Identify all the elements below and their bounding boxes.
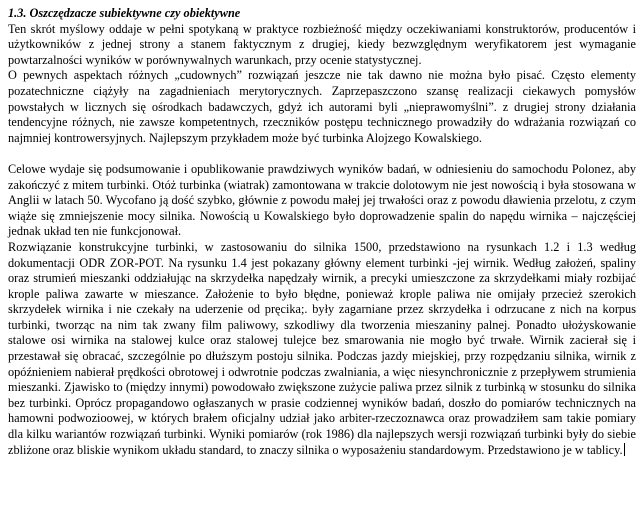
paragraph-gap xyxy=(8,146,636,162)
paragraph-4-text: Rozwiązanie konstrukcyjne turbinki, w zastosowaniu do silnika 1500, przedstawiono na rysunkach 1.2 i 1.3 według dokumentacji ODR ZOR-POT. Na rysunku 1.4 jest pokazany główny element turbinki -jej wirnik. Według założeń, spaliny oraz strumień mieszanki oddziałując na skrzydełka napędzały wirnik, a precyki umieszczone za skrzydełkami miały rozbijać krople paliwa zawarte w mieszance. Założenie to było błędne, ponieważ krople paliwa nie omijały przecież szerokich skrzydełek wirnika i nie czekały na uderzenie od pręcika;. były zagarniane przez skrzydełka i odrzucane z nich na korpus turbinki, tworząc na nim tak zwany film paliwowy, szkodliwy dla tworzenia mieszaniny palnej. Ponadto ułożyskowanie stalowe osi wirnika na stalowej kulce oraz stalowej tulejce bez smarowania nie mogło być trwałe. Wirnik zacierał się i przestawał się obracać, szczególnie po dłuższym postoju silnika. Podczas jazdy miejskiej, przy rozpędzaniu silnika, wirnik z opóźnieniem nabierał prędkości obrotowej i odwrotnie podczas zwalniania, a więc niesynchronicznie z przepływem strumienia mieszanki. Zjawisko to (między innymi) powodowało zwiększone zużycie paliwa przez silnik z turbinką w stosunku do silnika bez turbinki. Oprócz propagandowo ogłaszanych w prasie codziennej wyników badań, doszło do pomiarów technicznych na hamowni podwozioowej, w których brałem oficjalny udział jako arbiter-rzeczoznawca oraz prowadziłem sam takie pomiary dla kilku wariantów rozwiązań turbinki. Wyniki pomiarów (rok 1986) dla najlepszych wersji rozwiązań turbinki były do siebie zbliżone oraz bliskie wynikom układu standard, to znaczy silnika o wyposażeniu standardowym. Przedstawiono je w tablicy. xyxy=(8,239,636,457)
section-heading: 1.3. Oszczędzacze subiektywne czy obiektywne xyxy=(8,6,241,20)
paragraph-4 xyxy=(8,240,636,458)
paragraph-2: O pewnych aspektach różnych „cudownych” rozwiązań jeszcze nie tak dawno nie można było pisać. Często elementy pozatechniczne ciążyły na zagadnieniach merytorycznych. Zaprzepaszczono szansę realizacji ciekawych pomysłów powstałych w licznych się ośrodkach badawczych, gdyż ich autorami byli „nieprawomyślni”. z drugiej strony działania tendencyjne różnych, nie zawsze kompetentnych, rzeczników postępu technicznego prowadziły do wdrażania rozwiązań co najmniej kontrowersyjnych. Najlepszym przykładem może być turbinka Alojzego Kowalskiego. xyxy=(8,68,636,145)
document-page xyxy=(8,6,636,458)
paragraph-1: Ten skrót myślowy oddaje w pełni spotykaną w praktyce rozbieżność między oczekiwaniami konstruktorów, producentów i użytkowników z jednej strony a stanem faktycznym z drugiej, kiedy bezwzględnym weryfikatorem jest wymaganie powtarzalności wyników w porównywalnych warunkach, przy ocenie statystycznej. xyxy=(8,21,636,67)
text-cursor[interactable] xyxy=(624,443,625,456)
paragraph-3: Celowe wydaje się podsumowanie i opublikowanie prawdziwych wyników badań, w odniesieniu do samochodu Polonez, aby zakończyć z mitem turbinki. Otóż turbinka (wiatrak) zamontowana w trakcie dolotowym nie jest nowością i była stosowana w Anglii w latach 50. Wycofano ją dość szybko, głównie z powodu małej jej trwałości oraz z powodu dławienia przelotu, z czym wiąże się zmniejszenie mocy silnika. Nowością u Kowalskiego było doprowadzenie spalin do napędu wirnika – najczęściej jednak układ ten nie funkcjonował. xyxy=(8,161,636,239)
